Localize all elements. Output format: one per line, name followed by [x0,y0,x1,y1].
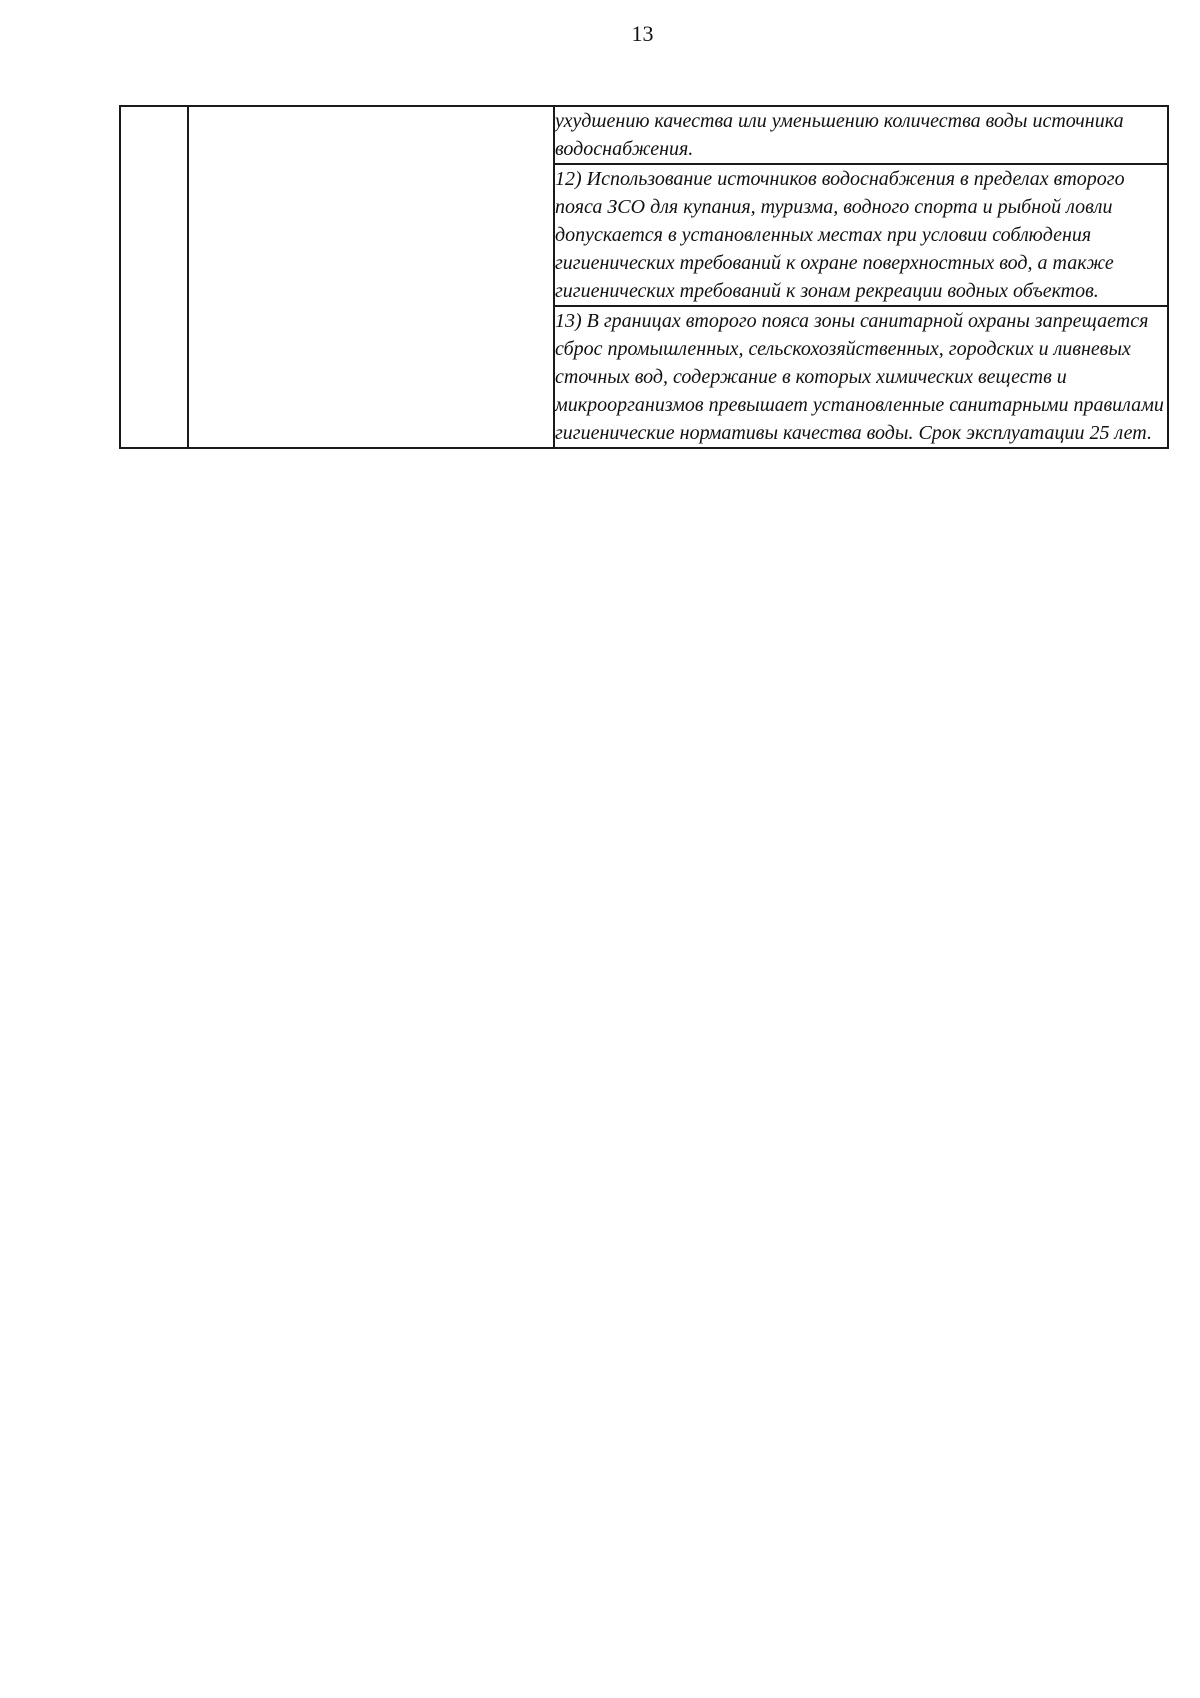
table-row [120,106,1168,164]
table-cell-name [188,106,554,448]
table-cell-text: ухудшению качества или уменьшению количества воды источника водоснабжения. [554,106,1168,164]
document-table [119,105,1169,449]
table-cell-text: 13) В границах второго пояса зоны санитарной охраны запрещается сброс промышленных, сельскохозяйственных, городских и ливневых сточных вод, содержание в которых химических веществ и микроорганизмов превышает установленные санитарными правилами гигиенические нормативы качества воды. Срок эксплуатации 25 лет. [554,306,1168,448]
page-number: 13 [631,21,654,46]
table-cell-number [120,106,188,448]
table-cell-text: 12) Использование источников водоснабжения в пределах второго пояса ЗСО для купания, туризма, водного спорта и рыбной ловли допускается в установленных местах при условии соблюдения гигиенических требований к охране поверхностных вод, а также гигиенических требований к зонам рекреации водных объектов. [554,164,1168,306]
